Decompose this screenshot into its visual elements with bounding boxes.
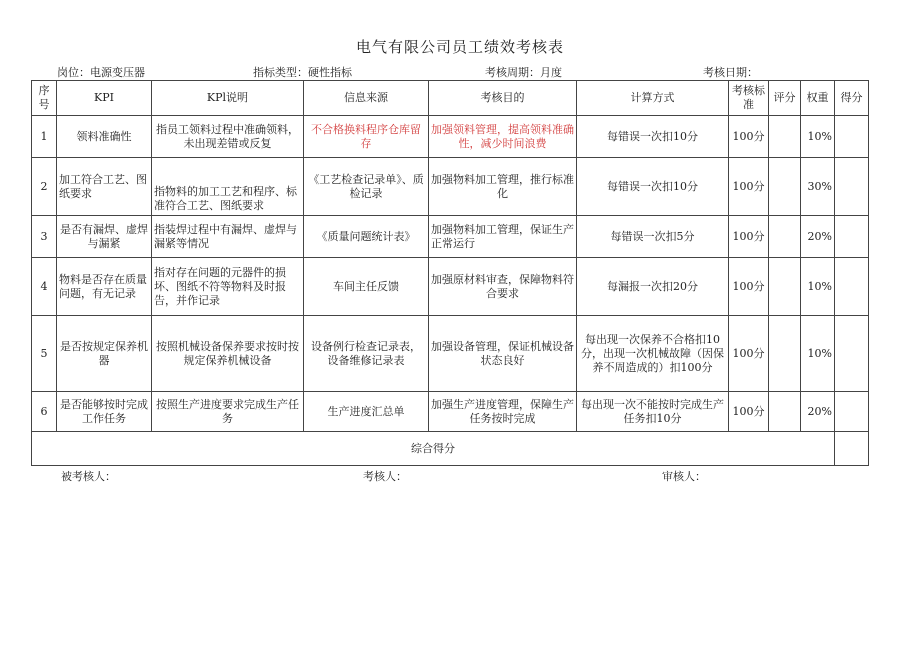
header-score: 评分 <box>769 81 801 116</box>
header-seq: 序号 <box>32 81 57 116</box>
cell-source: 生产进度汇总单 <box>304 392 429 432</box>
table-row <box>32 216 869 258</box>
cell-desc: 按照生产进度要求完成生产任务 <box>152 392 304 432</box>
cell-standard: 100分 <box>729 116 769 158</box>
cell-standard: 100分 <box>729 258 769 316</box>
cell-result[interactable] <box>835 158 869 216</box>
cell-weight: 10% <box>801 316 835 392</box>
cell-kpi: 是否有漏焊、虚焊与漏紧 <box>57 216 152 258</box>
header-kpi-desc: KPl说明 <box>152 81 304 116</box>
cell-desc: 指对存在问题的元器件的损坏、图纸不符等物料及时报告，并作记录 <box>152 258 304 316</box>
cell-kpi: 是否按规定保养机器 <box>57 316 152 392</box>
cell-kpi: 加工符合工艺、图纸要求 <box>57 158 152 216</box>
cell-weight: 30% <box>801 158 835 216</box>
cell-result[interactable] <box>835 258 869 316</box>
cell-calc: 每漏报一次扣20分 <box>577 258 729 316</box>
cell-source: 《质量问题统计表》 <box>304 216 429 258</box>
assessment-date-label: 考核日期： <box>703 66 758 79</box>
header-source: 信息来源 <box>304 81 429 116</box>
cell-seq: 6 <box>32 392 57 432</box>
cell-seq: 4 <box>32 258 57 316</box>
cell-weight: 10% <box>801 258 835 316</box>
header-weight: 权重 <box>801 81 835 116</box>
assessee-signature: 被考核人： <box>61 470 116 483</box>
cell-result[interactable] <box>835 216 869 258</box>
cell-desc: 指物料的加工工艺和程序、标准符合工艺、图纸要求 <box>152 158 304 216</box>
cell-kpi: 领料准确性 <box>57 116 152 158</box>
reviewer-signature: 审核人： <box>662 470 706 483</box>
cell-weight: 20% <box>801 392 835 432</box>
cell-weight: 10% <box>801 116 835 158</box>
table-row <box>32 158 869 216</box>
cell-calc: 每错误一次扣10分 <box>577 158 729 216</box>
cell-source: 车间主任反馈 <box>304 258 429 316</box>
header-standard: 考核标准 <box>729 81 769 116</box>
cell-result[interactable] <box>835 116 869 158</box>
cell-score[interactable] <box>769 392 801 432</box>
cell-seq: 2 <box>32 158 57 216</box>
cell-purpose: 加强原材料审查，保障物料符合要求 <box>429 258 577 316</box>
cell-result[interactable] <box>835 316 869 392</box>
cell-seq: 3 <box>32 216 57 258</box>
cell-calc: 每错误一次扣10分 <box>577 116 729 158</box>
cell-score[interactable] <box>769 158 801 216</box>
cell-purpose: 加强领料管理，提高领料准确性，减少时间浪费 <box>429 116 577 158</box>
cell-calc: 每出现一次保养不合格扣10分，出现一次机械故障（因保养不周造成的）扣100分 <box>577 316 729 392</box>
cell-score[interactable] <box>769 116 801 158</box>
table-row <box>32 392 869 432</box>
cell-purpose: 加强生产进度管理，保障生产任务按时完成 <box>429 392 577 432</box>
cell-standard: 100分 <box>729 158 769 216</box>
cell-purpose: 加强设备管理，保证机械设备状态良好 <box>429 316 577 392</box>
cell-standard: 100分 <box>729 216 769 258</box>
header-calc: 计算方式 <box>577 81 729 116</box>
cell-score[interactable] <box>769 216 801 258</box>
cell-source: 《工艺检查记录单》、质检记录 <box>304 158 429 216</box>
page-title: 电气有限公司员工绩效考核表 <box>355 38 564 56</box>
cell-purpose: 加强物料加工管理，推行标准化 <box>429 158 577 216</box>
cell-calc: 每错误一次扣5分 <box>577 216 729 258</box>
header-result: 得分 <box>835 81 869 116</box>
cell-kpi: 物料是否存在质量问题，有无记录 <box>57 258 152 316</box>
cell-source: 不合格换料程序仓库留存 <box>304 116 429 158</box>
table-header-row <box>32 81 869 116</box>
cell-score[interactable] <box>769 316 801 392</box>
table-row <box>32 316 869 392</box>
cell-seq: 1 <box>32 116 57 158</box>
header-kpi: KPI <box>57 81 152 116</box>
cell-standard: 100分 <box>729 316 769 392</box>
period-label: 考核周期：月度 <box>485 66 562 79</box>
kpi-table <box>31 80 869 466</box>
header-purpose: 考核目的 <box>429 81 577 116</box>
cell-calc: 每出现一次不能按时完成生产任务扣10分 <box>577 392 729 432</box>
cell-purpose: 加强物料加工管理，保证生产正常运行 <box>429 216 577 258</box>
position-label: 岗位：电源变压器 <box>57 66 145 79</box>
cell-desc: 按照机械设备保养要求按时按规定保养机械设备 <box>152 316 304 392</box>
cell-weight: 20% <box>801 216 835 258</box>
cell-standard: 100分 <box>729 392 769 432</box>
cell-seq: 5 <box>32 316 57 392</box>
cell-score[interactable] <box>769 258 801 316</box>
assessor-signature: 考核人： <box>363 470 407 483</box>
table-row <box>32 258 869 316</box>
cell-source: 设备例行检查记录表，设备维修记录表 <box>304 316 429 392</box>
cell-result[interactable] <box>835 392 869 432</box>
total-label: 综合得分 <box>32 432 835 466</box>
cell-kpi: 是否能够按时完成工作任务 <box>57 392 152 432</box>
total-row <box>32 432 869 466</box>
indicator-type-label: 指标类型：硬性指标 <box>253 66 352 79</box>
cell-desc: 指员工领料过程中准确领料，未出现差错或反复 <box>152 116 304 158</box>
cell-desc: 指装焊过程中有漏焊、虚焊与漏紧等情况 <box>152 216 304 258</box>
table-row <box>32 116 869 158</box>
total-value[interactable] <box>835 432 869 466</box>
